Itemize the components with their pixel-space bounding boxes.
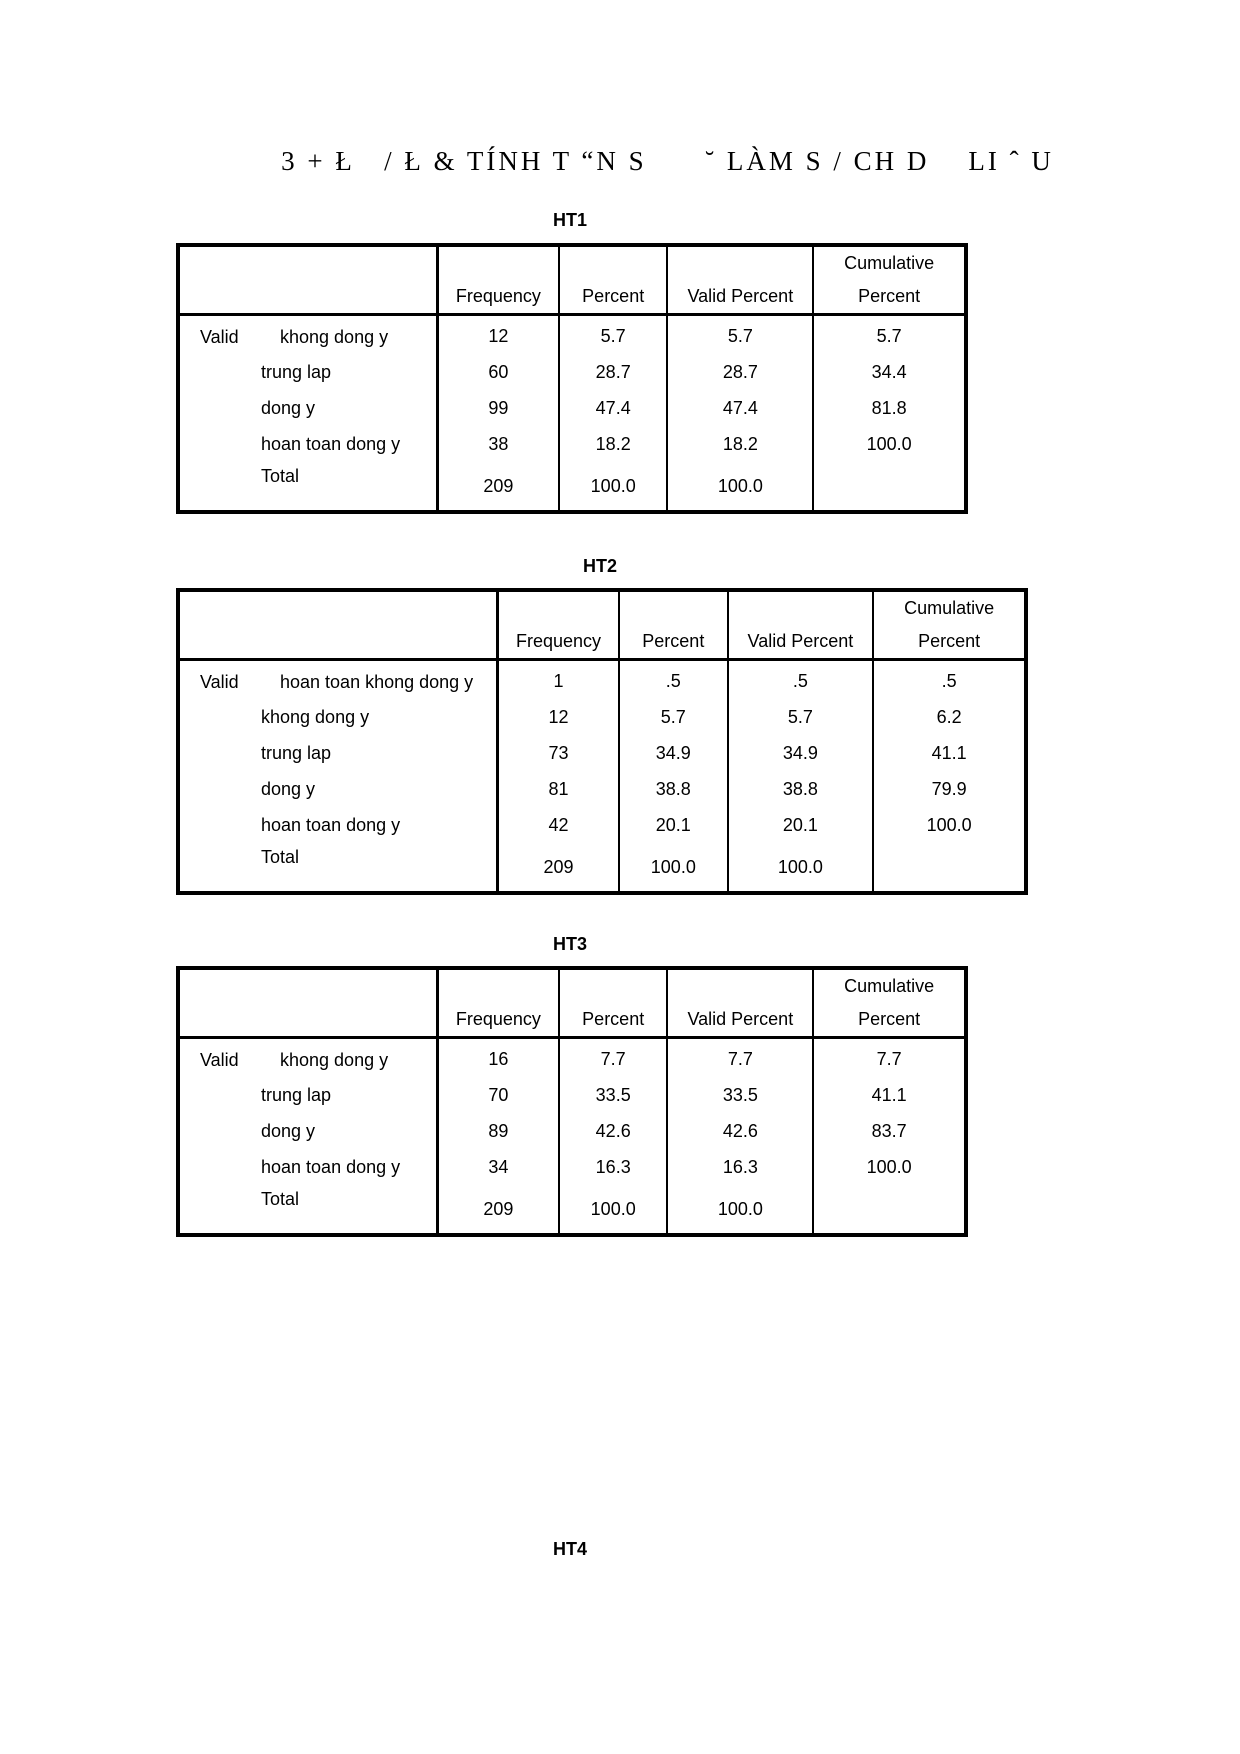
cell-frequency: 1 (498, 660, 620, 700)
cell-cumulative: 34.4 (813, 354, 966, 390)
cell-percent: 7.7 (559, 1038, 668, 1078)
cell-percent: 100.0 (559, 1185, 668, 1235)
row-category: hoan toan khong dong y (280, 671, 474, 692)
cell-percent: 5.7 (559, 315, 668, 355)
cell-valid-percent: 38.8 (728, 771, 874, 807)
header-cumulative-line2: Percent (813, 1003, 966, 1038)
cell-frequency: 12 (498, 699, 620, 735)
cell-valid-percent: 47.4 (667, 390, 813, 426)
table-row (178, 1038, 966, 1078)
table-row-total (178, 1185, 966, 1235)
table-row (178, 1077, 966, 1113)
cell-percent: 100.0 (559, 462, 668, 512)
table-row (178, 354, 966, 390)
frequency-table-ht1 (176, 243, 968, 514)
cell-cumulative: 41.1 (813, 1077, 966, 1113)
table-caption-ht3: HT3 (552, 934, 587, 954)
cell-valid-percent: 100.0 (667, 1185, 813, 1235)
header-valid-percent: Valid Percent (667, 280, 813, 315)
cell-frequency: 34 (437, 1149, 559, 1185)
cell-frequency: 209 (498, 843, 620, 893)
stub-header (178, 968, 437, 1038)
cell-frequency: 81 (498, 771, 620, 807)
cell-cumulative: 7.7 (813, 1038, 966, 1078)
cell-percent: 16.3 (559, 1149, 668, 1185)
header-valid-percent: Valid Percent (667, 1003, 813, 1038)
cell-percent: 38.8 (619, 771, 728, 807)
header-frequency: Frequency (437, 280, 559, 315)
cell-frequency: 70 (437, 1077, 559, 1113)
row-category: hoan toan dong y (178, 426, 437, 462)
cell-frequency: 73 (498, 735, 620, 771)
cell-valid-percent: 16.3 (667, 1149, 813, 1185)
cell-percent: 42.6 (559, 1113, 668, 1149)
cell-percent: 5.7 (619, 699, 728, 735)
header-frequency: Frequency (498, 625, 620, 660)
row-category: dong y (178, 771, 498, 807)
cell-cumulative: 100.0 (873, 807, 1026, 843)
header-percent: Percent (619, 625, 728, 660)
cell-cumulative: 83.7 (813, 1113, 966, 1149)
cell-cumulative (873, 843, 1026, 893)
cell-frequency: 12 (437, 315, 559, 355)
cell-frequency: 38 (437, 426, 559, 462)
table-row (178, 390, 966, 426)
table-caption-ht2: HT2 (582, 556, 617, 576)
table-row-total (178, 462, 966, 512)
row-category: Total (178, 843, 498, 893)
row-category: Total (178, 462, 437, 512)
header-percent: Percent (559, 1003, 668, 1038)
cell-valid-percent: 100.0 (667, 462, 813, 512)
cell-frequency: 99 (437, 390, 559, 426)
cell-cumulative: 79.9 (873, 771, 1026, 807)
table-caption-ht4: HT4 (552, 1539, 587, 1559)
row-category: trung lap (178, 354, 437, 390)
table-row-total (178, 843, 1026, 893)
cell-valid-percent: .5 (728, 660, 874, 700)
cell-valid-percent: 5.7 (667, 315, 813, 355)
row-group-label: Valid (200, 326, 239, 347)
cell-cumulative: 41.1 (873, 735, 1026, 771)
header-percent: Percent (559, 280, 668, 315)
table-row (178, 315, 966, 355)
row-category: hoan toan dong y (178, 1149, 437, 1185)
row-category: hoan toan dong y (178, 807, 498, 843)
page-title: 3 + Ł / Ł & TÍNH T “N S ˘ LÀM S / CH D LI ˆ U (281, 146, 1054, 176)
row-category: trung lap (178, 735, 498, 771)
cell-valid-percent: 100.0 (728, 843, 874, 893)
cell-frequency: 16 (437, 1038, 559, 1078)
row-category: dong y (178, 390, 437, 426)
cell-valid-percent: 5.7 (728, 699, 874, 735)
cell-percent: 20.1 (619, 807, 728, 843)
row-group-label: Valid (200, 1049, 239, 1070)
cell-cumulative: 5.7 (813, 315, 966, 355)
cell-cumulative: 100.0 (813, 1149, 966, 1185)
cell-percent: 34.9 (619, 735, 728, 771)
cell-valid-percent: 18.2 (667, 426, 813, 462)
cell-valid-percent: 34.9 (728, 735, 874, 771)
row-category: dong y (178, 1113, 437, 1149)
table-row (178, 771, 1026, 807)
cell-cumulative: 6.2 (873, 699, 1026, 735)
row-category: trung lap (178, 1077, 437, 1113)
cell-valid-percent: 33.5 (667, 1077, 813, 1113)
row-category: khong dong y (178, 699, 498, 735)
stub-header (178, 245, 437, 315)
table-row (178, 660, 1026, 700)
cell-frequency: 209 (437, 462, 559, 512)
cell-cumulative (813, 462, 966, 512)
table-caption-ht1: HT1 (552, 210, 587, 230)
cell-percent: .5 (619, 660, 728, 700)
cell-cumulative: 81.8 (813, 390, 966, 426)
cell-percent: 28.7 (559, 354, 668, 390)
cell-percent: 33.5 (559, 1077, 668, 1113)
cell-frequency: 209 (437, 1185, 559, 1235)
header-cumulative-line2: Percent (813, 280, 966, 315)
header-frequency: Frequency (437, 1003, 559, 1038)
cell-valid-percent: 20.1 (728, 807, 874, 843)
cell-frequency: 89 (437, 1113, 559, 1149)
cell-percent: 47.4 (559, 390, 668, 426)
cell-percent: 18.2 (559, 426, 668, 462)
cell-cumulative (813, 1185, 966, 1235)
frequency-table-ht3 (176, 966, 968, 1237)
cell-cumulative: .5 (873, 660, 1026, 700)
table-row (178, 699, 1026, 735)
cell-frequency: 42 (498, 807, 620, 843)
header-cumulative-line2: Percent (873, 625, 1026, 660)
header-valid-percent: Valid Percent (728, 625, 874, 660)
header-cumulative-line1: Cumulative (873, 590, 1026, 625)
cell-frequency: 60 (437, 354, 559, 390)
table-row (178, 735, 1026, 771)
header-cumulative-line1: Cumulative (813, 968, 966, 1003)
stub-header (178, 590, 498, 660)
table-row (178, 807, 1026, 843)
cell-percent: 100.0 (619, 843, 728, 893)
row-category: Total (178, 1185, 437, 1235)
row-category: khong dong y (280, 326, 389, 347)
table-row (178, 1149, 966, 1185)
cell-cumulative: 100.0 (813, 426, 966, 462)
header-cumulative-line1: Cumulative (813, 245, 966, 280)
cell-valid-percent: 28.7 (667, 354, 813, 390)
frequency-table-ht2 (176, 588, 1028, 895)
table-row (178, 1113, 966, 1149)
table-row (178, 426, 966, 462)
row-category: khong dong y (280, 1049, 389, 1070)
cell-valid-percent: 7.7 (667, 1038, 813, 1078)
row-group-label: Valid (200, 671, 239, 692)
cell-valid-percent: 42.6 (667, 1113, 813, 1149)
